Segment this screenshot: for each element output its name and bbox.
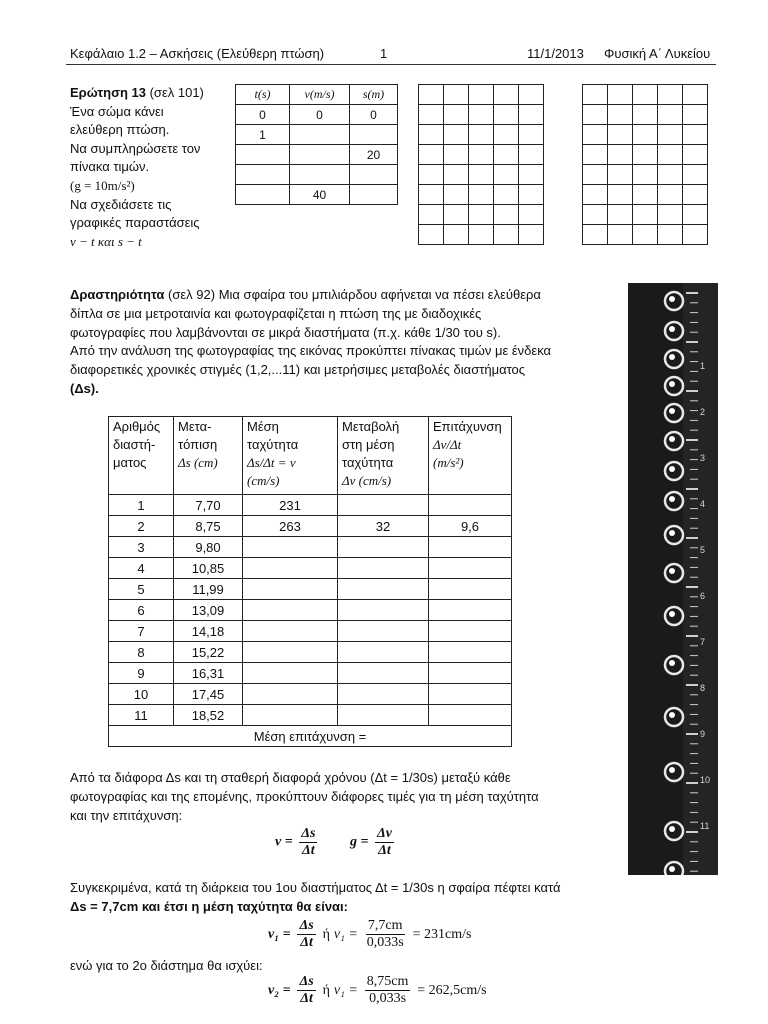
activity-title: Δραστηριότητα [70, 287, 165, 302]
cell: 231 [243, 495, 338, 516]
cell [243, 663, 338, 684]
grid-cell [469, 225, 494, 245]
grid-cell [683, 165, 708, 185]
ruler-number: 11 [700, 821, 710, 831]
cell [243, 579, 338, 600]
grid-cell [633, 225, 658, 245]
explanation-2: Συγκεκριμένα, κατά τη διάρκεια του 1ου διαστήματος Δt = 1/30s η σφαίρα πέφτει κατά Δs = 7,7cm και έτσι η μέση ταχύτητα θα είναι: [70, 880, 561, 914]
grid-cell [683, 85, 708, 105]
cell: 4 [109, 558, 174, 579]
course-name: Φυσική Α΄ Λυκείου [604, 46, 711, 61]
question-line: Να σχεδιάσετε τις [70, 196, 172, 212]
grid-cell [444, 125, 469, 145]
grid-cell [608, 185, 633, 205]
grid-cell [583, 205, 608, 225]
cell [243, 642, 338, 663]
cell [429, 684, 512, 705]
activity-paragraph: Δραστηριότητα (σελ 92) Μια σφαίρα του μπιλιάρδου αφήνεται να πέσει ελεύθερα δίπλα σε μια μετροταινία και φωτογραφίζεται η πτώση της με διαδοχικές φωτογραφίες που λαμβάνονται σε μικρά διαστήματα (π.χ. κάθε 1/30 του s). Από την ανάλυση της φωτογραφίας της εικόνας προκύπτει πίνακας τιμών με ένδεκα διαφορετικές χρονικές στιγμές (1,2,...11) και μετρήσιμες μεταβολές διαστήματος (Δs). [70, 286, 618, 399]
grid-cell [683, 105, 708, 125]
cell [243, 537, 338, 558]
cell: 11 [109, 705, 174, 726]
grid-cell [608, 145, 633, 165]
grid-cell [494, 125, 519, 145]
activity-line: φωτογραφίες που λαμβάνονται σε μικρά διαστήματα (π.χ. κάθε 1/30 του s). [70, 324, 501, 340]
graph-grid-v-t [418, 84, 544, 245]
cell: 6 [109, 600, 174, 621]
table-row [109, 684, 512, 705]
question-line: v − t και s − t [70, 233, 142, 249]
col-header: Μέση ταχύτητα Δs/Δt = v (cm/s) [243, 417, 338, 495]
ruler-photo [628, 283, 718, 875]
ruler-number: 10 [700, 775, 711, 785]
ruler-number: 2 [700, 407, 706, 417]
table-row [109, 579, 512, 600]
ruler-photo-svg [628, 283, 718, 875]
grid-cell [583, 225, 608, 245]
grid-cell [583, 165, 608, 185]
col-header: t(s) [236, 85, 290, 105]
cell [350, 185, 398, 205]
grid-cell [608, 225, 633, 245]
cell [429, 537, 512, 558]
grid-cell [494, 85, 519, 105]
ball-highlight [669, 436, 675, 442]
grid-cell [419, 205, 444, 225]
cell [290, 145, 350, 165]
grid-cell [583, 145, 608, 165]
cell [338, 537, 429, 558]
grid-cell [683, 185, 708, 205]
graph-grid-s-t [582, 84, 708, 245]
cell: 7,70 [174, 495, 243, 516]
grid-cell [444, 145, 469, 165]
cell: 14,18 [174, 621, 243, 642]
cell [429, 558, 512, 579]
ball-highlight [669, 496, 675, 502]
explanation-1: Από τα διάφορα Δs και τη σταθερή διαφορά χρόνου (Δt = 1/30s) μεταξύ κάθε φωτογραφίας και της επομένης, προκύπτουν διάφορες τιμές για τη μέση ταχύτητα και την επιτάχυνση: [70, 770, 539, 823]
cell: 15,22 [174, 642, 243, 663]
grid-cell [519, 225, 544, 245]
grid-cell [419, 165, 444, 185]
cell [236, 165, 290, 185]
table-row [109, 642, 512, 663]
grid-cell [444, 225, 469, 245]
question-13: Ερώτηση 13 (σελ 101) Ένα σώμα κάνει ελεύθερη πτώση. Να συμπληρώσετε τον πίνακα τιμών. (g = 10m/s²) Να σχεδιάσετε τις γραφικές παραστάσεις v − t και s − t [70, 84, 230, 251]
grid-cell [583, 125, 608, 145]
cell [338, 621, 429, 642]
grid-cell [633, 185, 658, 205]
grid-cell [419, 225, 444, 245]
cell [243, 558, 338, 579]
formula-v: v = $\frac{\Delta s}{\Delta t}$ [275, 826, 316, 858]
tvs-table [235, 84, 398, 205]
grid-cell [519, 125, 544, 145]
grid-cell [494, 105, 519, 125]
grid-cell [494, 145, 519, 165]
grid-cell [633, 85, 658, 105]
cell: 5 [109, 579, 174, 600]
ruler-number: 4 [700, 499, 706, 509]
cell [338, 705, 429, 726]
cell: 18,52 [174, 705, 243, 726]
grid-cell [469, 105, 494, 125]
cell [429, 600, 512, 621]
ball-highlight [669, 712, 675, 718]
explanation-3: ενώ για το 2ο διάστημα θα ισχύει: [70, 958, 263, 973]
ball-highlight [669, 381, 675, 387]
table-row [109, 537, 512, 558]
cell [290, 125, 350, 145]
chapter-title: Κεφάλαιο 1.2 – Ασκήσεις (Ελεύθερη πτώση) [70, 46, 325, 61]
ball-highlight [669, 326, 675, 332]
grid-cell [469, 165, 494, 185]
cell: 0 [350, 105, 398, 125]
cell [338, 558, 429, 579]
formula-v1: v₁ = $\frac{\Delta s}{\Delta t}$ ή v₁ = $\frac{7,7cm}{0,033s}$ = 231cm/s [268, 918, 472, 950]
grid-cell [683, 125, 708, 145]
ball-highlight [669, 767, 675, 773]
cell: 17,45 [174, 684, 243, 705]
grid-cell [583, 105, 608, 125]
grid-cell [608, 205, 633, 225]
grid-cell [419, 145, 444, 165]
cell [429, 621, 512, 642]
cell [429, 663, 512, 684]
cell: 32 [338, 516, 429, 537]
cell [338, 579, 429, 600]
grid-cell [494, 165, 519, 185]
grid-cell [658, 185, 683, 205]
col-header: Αριθμός διαστή- ματος [109, 417, 174, 495]
grid-cell [633, 105, 658, 125]
activity-line: διαφορετικές χρονικές στιγμές (1,2,...11) και μετρήσιμες μεταβολές διαστήματος [70, 362, 526, 378]
grid-cell [583, 185, 608, 205]
ruler-number: 7 [700, 637, 706, 647]
cell: 9 [109, 663, 174, 684]
cell [338, 600, 429, 621]
cell: 0 [236, 105, 290, 125]
cell: 40 [290, 185, 350, 205]
table-row [109, 663, 512, 684]
cell [236, 185, 290, 205]
header-divider [66, 64, 716, 65]
cell: 1 [109, 495, 174, 516]
activity-line: δίπλα σε μια μετροταινία και φωτογραφίζεται η πτώση της με διαδοχικές [70, 305, 482, 321]
ball-highlight [669, 354, 675, 360]
col-header: v(m/s) [290, 85, 350, 105]
grid-cell [633, 125, 658, 145]
grid-cell [419, 125, 444, 145]
cell: 3 [109, 537, 174, 558]
grid-cell [519, 145, 544, 165]
grid-cell [683, 205, 708, 225]
grid-cell [633, 145, 658, 165]
table-row [109, 621, 512, 642]
grid-cell [444, 185, 469, 205]
ball-highlight [669, 660, 675, 666]
cell [243, 705, 338, 726]
grid-cell [469, 185, 494, 205]
table-row [109, 600, 512, 621]
ball-highlight [669, 296, 675, 302]
cell: 11,99 [174, 579, 243, 600]
activity-line: Από την ανάλυση της φωτογραφίας της εικόνας προκύπτει πίνακας τιμών με ένδεκα [70, 343, 552, 359]
cell [338, 495, 429, 516]
ball-highlight [669, 408, 675, 414]
cell [429, 642, 512, 663]
ruler-number: 1 [700, 361, 706, 371]
cell: 1 [236, 125, 290, 145]
activity-line: (Δs). [70, 380, 99, 396]
header-date: 11/1/2013 [527, 46, 584, 61]
grid-cell [419, 105, 444, 125]
grid-cell [469, 125, 494, 145]
grid-cell [683, 145, 708, 165]
grid-cell [633, 205, 658, 225]
grid-cell [494, 205, 519, 225]
question-line: ελεύθερη πτώση. [70, 122, 170, 138]
grid-cell [658, 85, 683, 105]
table-row [109, 705, 512, 726]
question-line: Ένα σώμα κάνει [70, 103, 164, 119]
grid-cell [494, 185, 519, 205]
cell [290, 165, 350, 185]
page-number: 1 [380, 46, 388, 61]
cell [429, 579, 512, 600]
ball-highlight [669, 530, 675, 536]
grid-cell [519, 165, 544, 185]
grid-cell [419, 85, 444, 105]
grid-cell [658, 145, 683, 165]
grid-cell [608, 125, 633, 145]
grid-cell [583, 85, 608, 105]
cell: 9,80 [174, 537, 243, 558]
cell [243, 621, 338, 642]
ball-highlight [669, 611, 675, 617]
cell [338, 663, 429, 684]
grid-cell [519, 205, 544, 225]
grid-cell [608, 165, 633, 185]
cell: 13,09 [174, 600, 243, 621]
table-row [109, 495, 512, 516]
cell [243, 684, 338, 705]
formula-g: g = $\frac{\Delta v}{\Delta t}$ [350, 826, 392, 858]
cell [236, 145, 290, 165]
ball-highlight [669, 866, 675, 872]
ruler-number: 6 [700, 591, 706, 601]
cell [429, 495, 512, 516]
cell: 16,31 [174, 663, 243, 684]
question-line: Να συμπληρώσετε τον [70, 140, 201, 156]
cell [350, 125, 398, 145]
formula-v2: v₂ = $\frac{\Delta s}{\Delta t}$ ή v₁ = $\frac{8,75cm}{0,033s}$ = 262,5cm/s [268, 974, 487, 1006]
grid-cell [469, 205, 494, 225]
grid-cell [519, 85, 544, 105]
grid-cell [519, 105, 544, 125]
cell [429, 705, 512, 726]
grid-cell [658, 105, 683, 125]
grid-cell [469, 85, 494, 105]
cell: 10 [109, 684, 174, 705]
grid-cell [444, 85, 469, 105]
question-title: Ερώτηση 13 [70, 85, 146, 100]
cell: 0 [290, 105, 350, 125]
grid-cell [608, 105, 633, 125]
grid-cell [658, 225, 683, 245]
grid-cell [658, 125, 683, 145]
cell: 263 [243, 516, 338, 537]
ruler-number: 8 [700, 683, 706, 693]
col-header: Επιτάχυνση Δv/Δt (m/s²) [429, 417, 512, 495]
grid-cell [633, 165, 658, 185]
cell [350, 165, 398, 185]
cell: 8 [109, 642, 174, 663]
cell [243, 600, 338, 621]
cell: 9,6 [429, 516, 512, 537]
grid-cell [658, 205, 683, 225]
grid-cell [494, 225, 519, 245]
grid-cell [419, 185, 444, 205]
cell [338, 684, 429, 705]
table-row [109, 558, 512, 579]
ruler-number: 5 [700, 545, 706, 555]
col-header: Μετα- τόπιση Δs (cm) [174, 417, 243, 495]
ball-highlight [669, 568, 675, 574]
grid-cell [608, 85, 633, 105]
grid-cell [444, 205, 469, 225]
grid-cell [683, 225, 708, 245]
question-line: (g = 10m/s²) [70, 177, 135, 193]
col-header: Μεταβολή στη μέση ταχύτητα Δv (cm/s) [338, 417, 429, 495]
ruler-number: 9 [700, 729, 706, 739]
cell: 20 [350, 145, 398, 165]
ruler-number: 3 [700, 453, 706, 463]
grid-cell [469, 145, 494, 165]
ball-highlight [669, 826, 675, 832]
grid-cell [444, 105, 469, 125]
mean-acceleration-footer: Μέση επιτάχυνση = [109, 726, 512, 747]
cell [338, 642, 429, 663]
question-line: πίνακα τιμών. [70, 159, 150, 175]
grid-cell [519, 185, 544, 205]
cell: 8,75 [174, 516, 243, 537]
grid-cell [444, 165, 469, 185]
col-header: s(m) [350, 85, 398, 105]
cell: 2 [109, 516, 174, 537]
cell: 7 [109, 621, 174, 642]
measurement-table [108, 416, 512, 747]
grid-cell [658, 165, 683, 185]
table-row [109, 516, 512, 537]
ball-highlight [669, 466, 675, 472]
cell: 10,85 [174, 558, 243, 579]
question-line: γραφικές παραστάσεις [70, 215, 200, 231]
